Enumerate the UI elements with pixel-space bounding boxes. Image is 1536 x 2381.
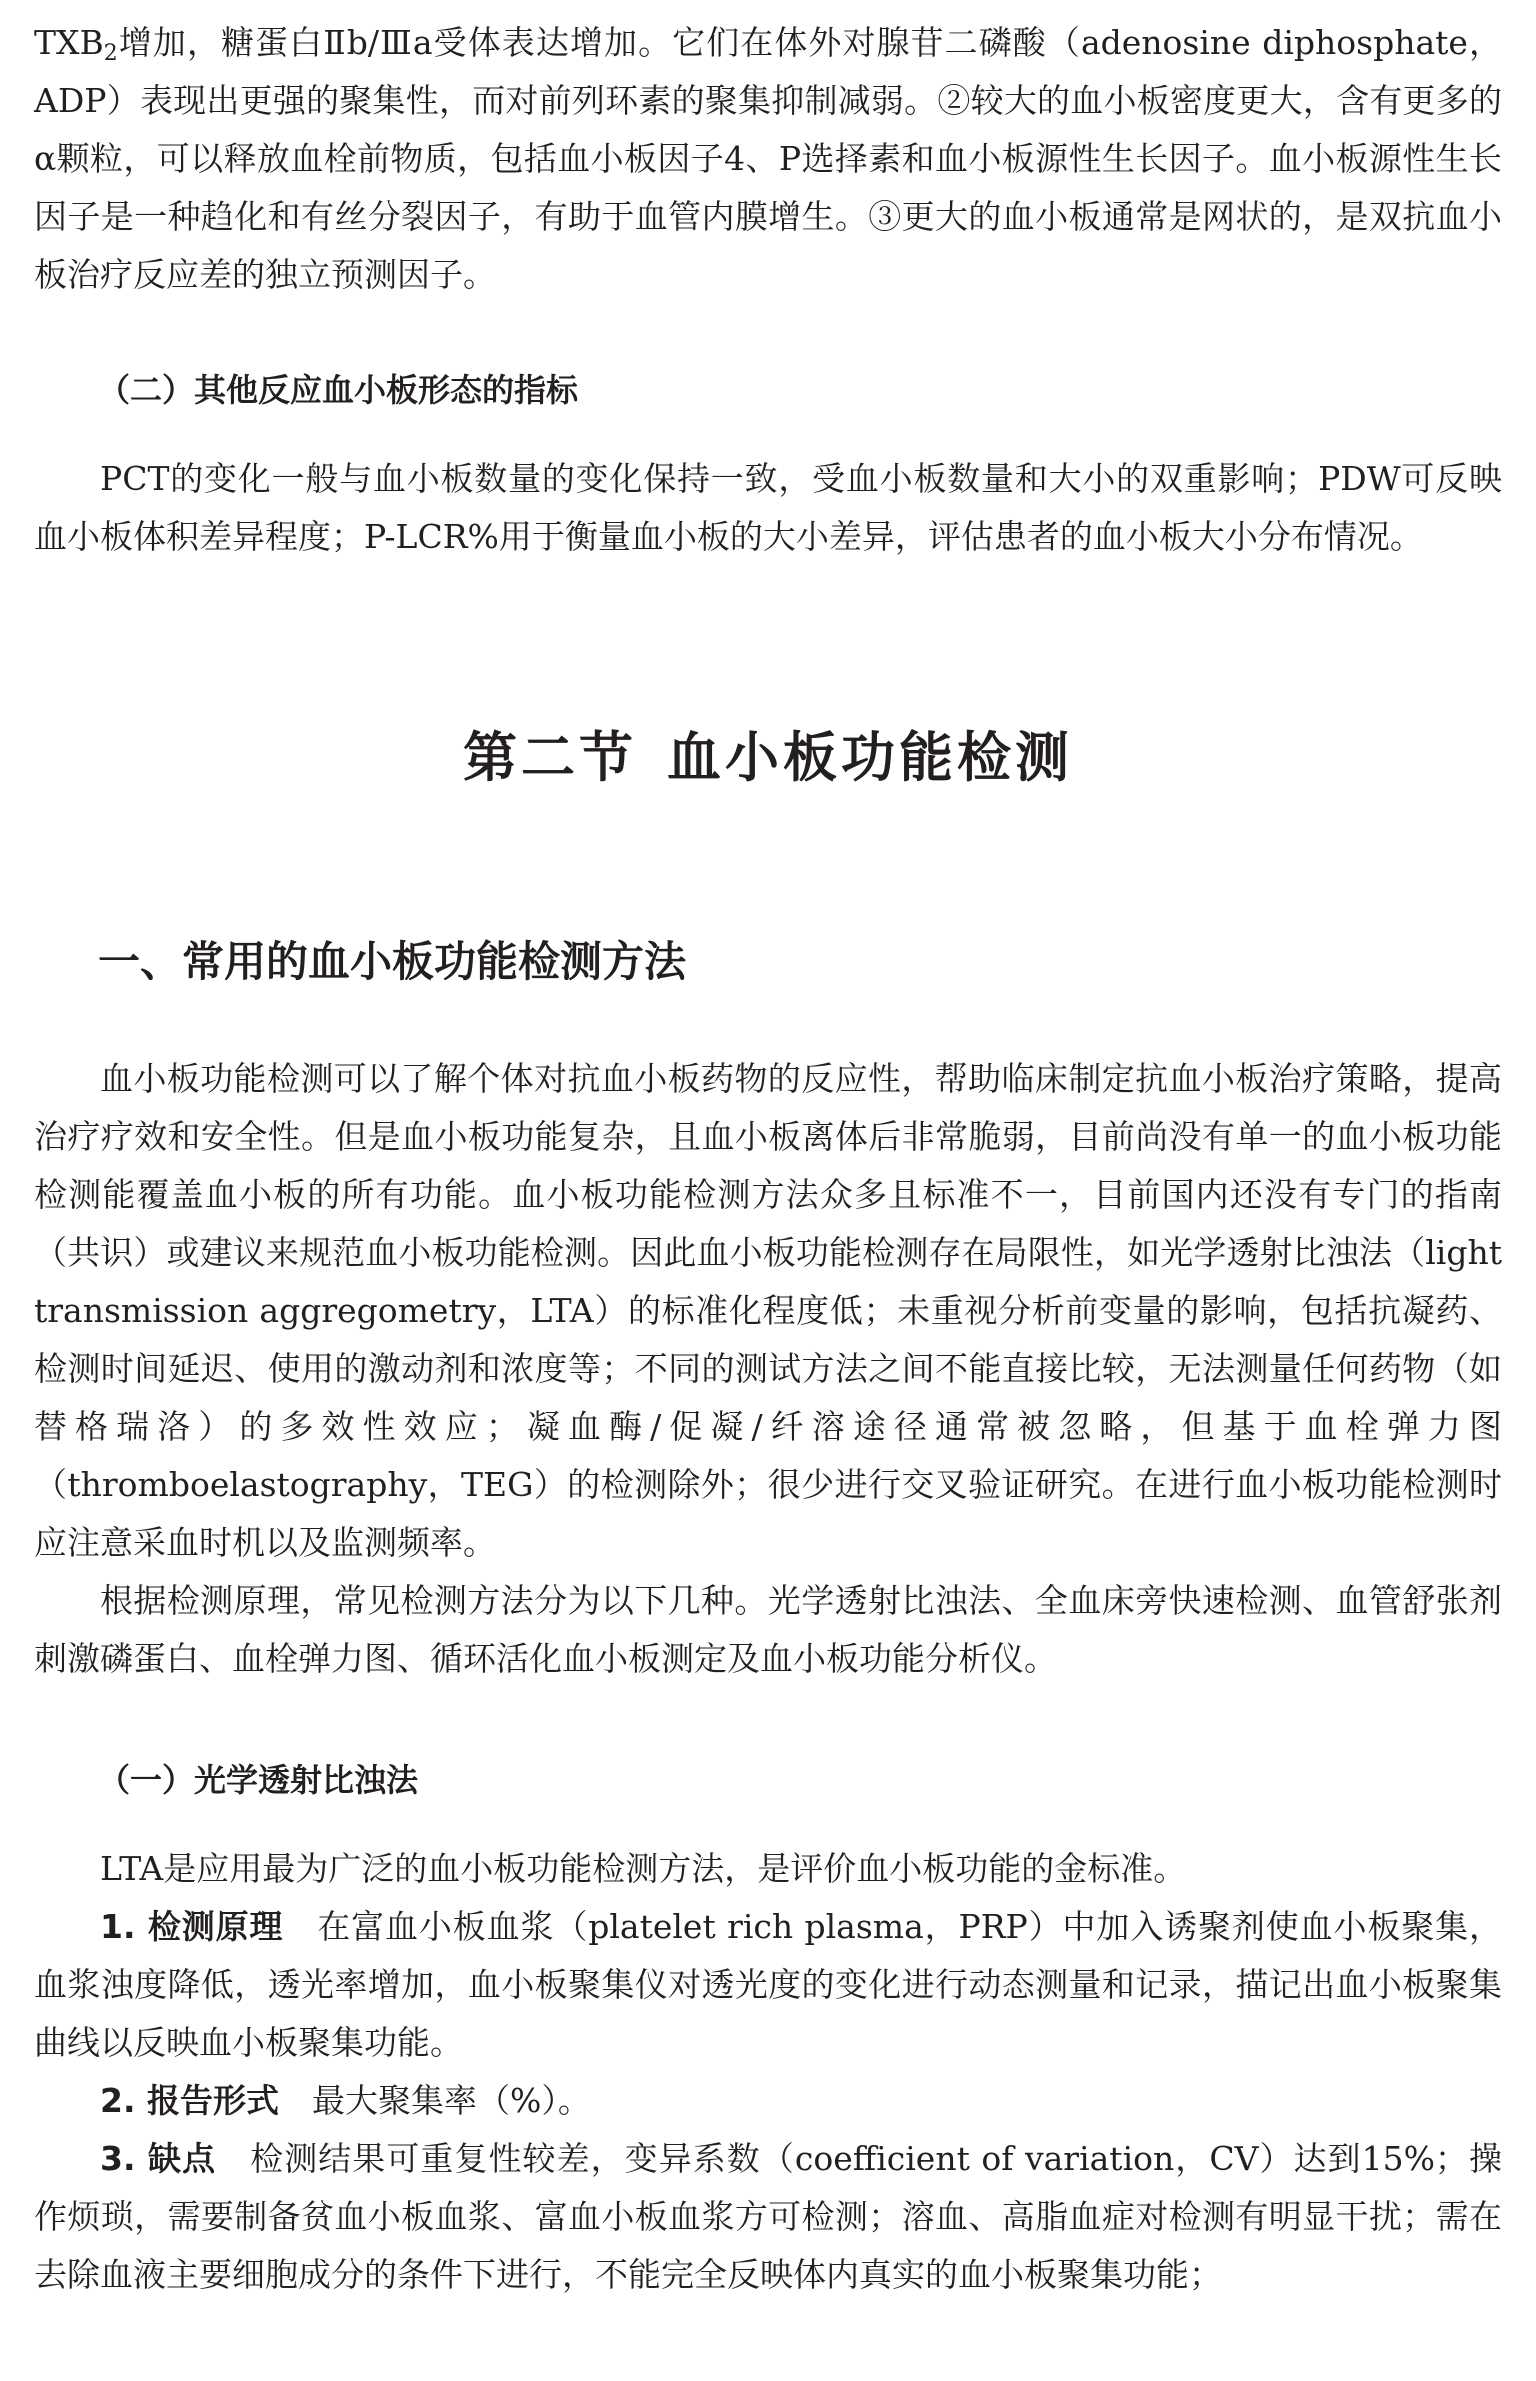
section-number: 第二节 bbox=[463, 725, 637, 789]
continuation-text: 增加，糖蛋白Ⅱb/Ⅲa受体表达增加。它们在体外对腺苷二磷酸（adenosine diphosphate，ADP）表现出更强的聚集性，而对前列环素的聚集抑制减弱。②较大的血小板密度更大，含有更多的α颗粒，可以释放血栓前物质，包括血小板因子4、P选择素和血小板源性生长因子。血小板源性生长因子是一种趋化和有丝分裂因子，有助于血管内膜增生。③更大的血小板通常是网状的，是双抗血小板治疗反应差的独立预测因子。 bbox=[34, 23, 1502, 294]
paragraph-intro: 血小板功能检测可以了解个体对抗血小板药物的反应性，帮助临床制定抗血小板治疗策略，提高治疗疗效和安全性。但是血小板功能复杂，且血小板离体后非常脆弱，目前尚没有单一的血小板功能检测能覆盖血小板的所有功能。血小板功能检测方法众多且标准不一，目前国内还没有专门的指南（共识）或建议来规范血小板功能检测。因此血小板功能检测存在局限性，如光学透射比浊法（light transmission aggregometry，LTA）的标准化程度低；未重视分析前变量的影响，包括抗凝药、检测时间延迟、使用的激动剂和浓度等；不同的测试方法之间不能直接比较，无法测量任何药物（如替格瑞洛）的多效性效应；凝血酶/促凝/纤溶途径通常被忽略，但基于血栓弹力图（thromboelastography，TEG）的检测除外；很少进行交叉验证研究。在进行血小板功能检测时应注意采血时机以及监测频率。 bbox=[34, 1059, 1502, 1562]
item-report-label: 2. 报告形式 bbox=[100, 2081, 279, 2120]
item-principle-label: 1. 检测原理 bbox=[100, 1907, 284, 1946]
heading-common-methods: 一、常用的血小板功能检测方法 bbox=[98, 937, 687, 986]
item-drawbacks-text: 检测结果可重复性较差，变异系数（coefficient of variation，CV）达到15%；操作烦琐，需要制备贫血小板血浆、富血小板血浆方可检测；溶血、高脂血症对检测有明显干扰；需在去除血液主要细胞成分的条件下进行，不能完全反映体内真实的血小板聚集功能； bbox=[34, 2139, 1502, 2294]
subheading-lta: （一）光学透射比浊法 bbox=[98, 1761, 419, 1799]
continuation-paragraph bbox=[34, 14, 1502, 304]
paragraph-methods-list: 根据检测原理，常见检测方法分为以下几种。光学透射比浊法、全血床旁快速检测、血管舒张剂刺激磷蛋白、血栓弹力图、循环活化血小板测定及血小板功能分析仪。 bbox=[34, 1581, 1502, 1678]
paragraph-lta-intro: LTA是应用最为广泛的血小板功能检测方法，是评价血小板功能的金标准。 bbox=[100, 1849, 1187, 1888]
paragraph-pct: PCT的变化一般与血小板数量的变化保持一致，受血小板数量和大小的双重影响；PDW可反映血小板体积差异程度；P-LCR%用于衡量血小板的大小差异，评估患者的血小板大小分布情况。 bbox=[34, 459, 1502, 556]
item-principle bbox=[34, 1898, 1502, 2072]
txb-text: TXB bbox=[34, 23, 104, 62]
item-drawbacks-label: 3. 缺点 bbox=[100, 2139, 217, 2178]
item-drawbacks bbox=[34, 2130, 1502, 2304]
item-report-text: 最大聚集率（%）。 bbox=[312, 2081, 591, 2120]
item-report bbox=[34, 2072, 1502, 2130]
subheading-other-indicators: （二）其他反应血小板形态的指标 bbox=[98, 371, 579, 409]
section-title bbox=[0, 722, 1536, 792]
txb-subscript: 2 bbox=[103, 41, 118, 66]
item-principle-text: 在富血小板血浆（platelet rich plasma，PRP）中加入诱聚剂使血小板聚集，血浆浊度降低，透光率增加，血小板聚集仪对透光度的变化进行动态测量和记录，描记出血小板聚集曲线以反映血小板聚集功能。 bbox=[34, 1907, 1502, 2062]
section-title-text: 血小板功能检测 bbox=[667, 725, 1073, 789]
